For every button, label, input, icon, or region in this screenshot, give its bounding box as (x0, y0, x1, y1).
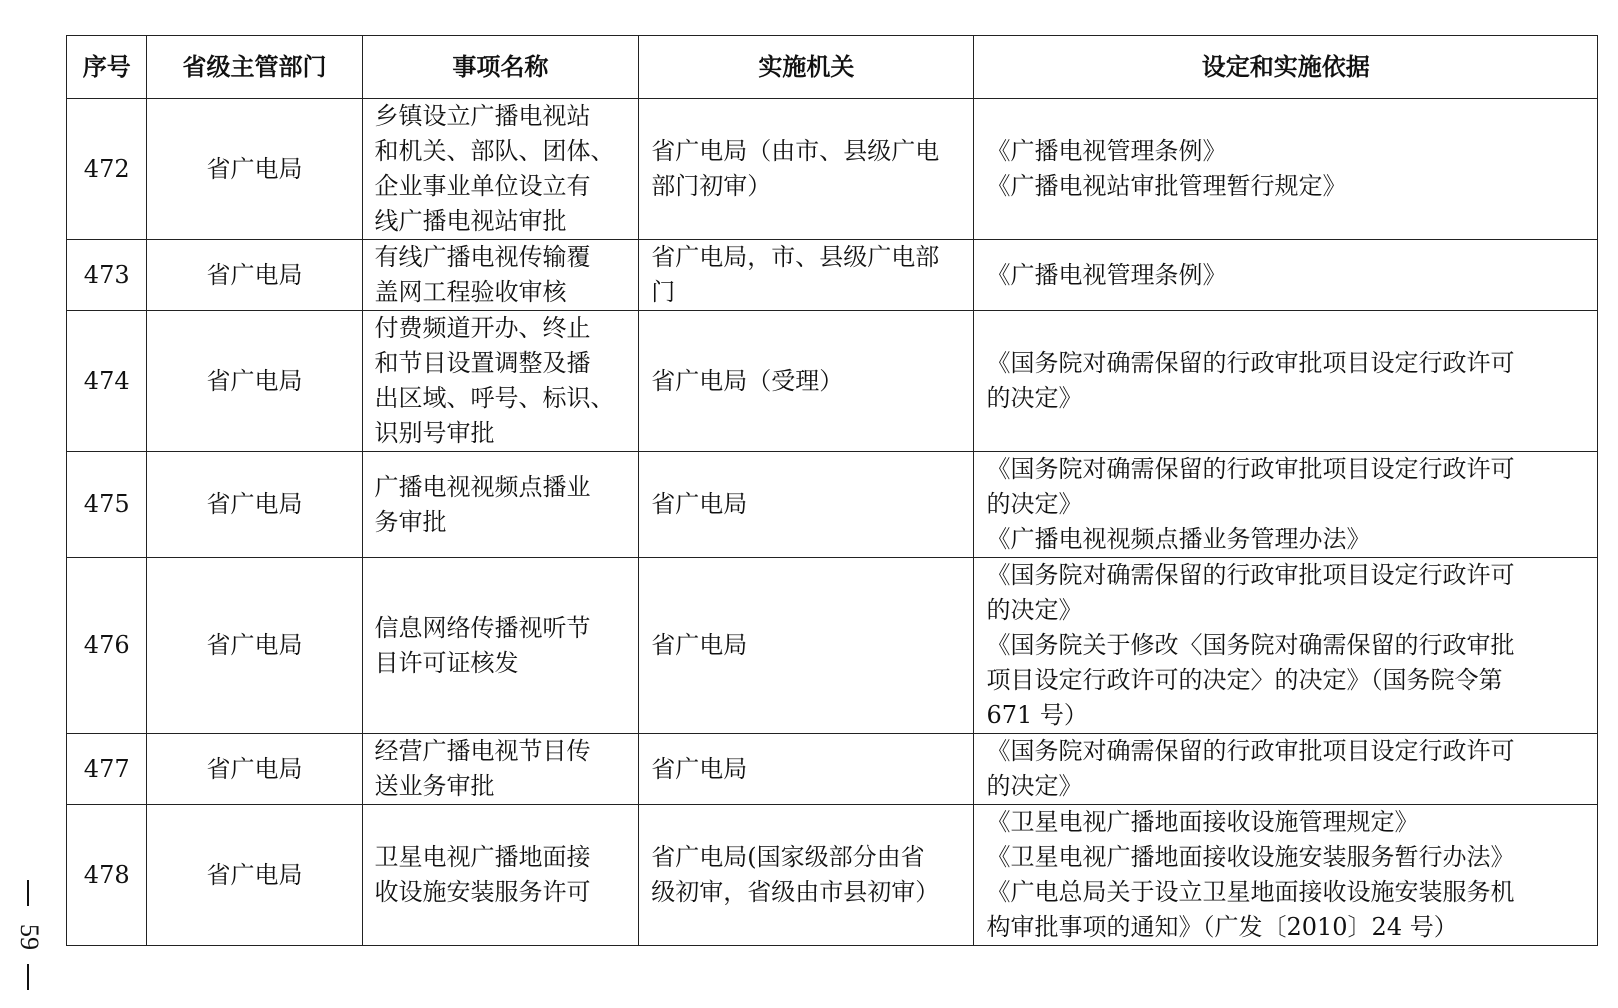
cell-legal-basis-line: 《广电总局关于设立卫星地面接收设施安装服务机 (986, 878, 1515, 906)
cell-serial-no: 473 (67, 240, 147, 311)
cell-item-name (362, 558, 639, 734)
cell-legal-basis-line: 《广播电视管理条例》 (986, 137, 1227, 165)
cell-legal-basis-line: 的决定》 (986, 596, 1083, 624)
header-legal-basis: 设定和实施依据 (974, 36, 1598, 99)
cell-implementing-org-line: 省广电局（受理） (651, 366, 844, 395)
table-row (67, 734, 1598, 805)
cell-serial-no: 474 (67, 311, 147, 452)
cell-item-name-line: 企业事业单位设立有 (374, 172, 591, 200)
page-dash-bottom (27, 964, 29, 990)
cell-implementing-org-line: 级初审，省级由市县初审） (651, 878, 940, 906)
cell-implementing-org (639, 558, 974, 734)
cell-item-name-line: 信息网络传播视听节 (374, 613, 591, 642)
table-header-row (67, 36, 1598, 99)
cell-item-name (362, 734, 639, 805)
header-implementing-org: 实施机关 (639, 36, 974, 99)
cell-item-name-line: 送业务审批 (374, 772, 495, 800)
cell-legal-basis-line: 《广播电视站审批管理暂行规定》 (986, 172, 1347, 200)
cell-legal-basis-line: 《国务院对确需保留的行政审批项目设定行政许可 (986, 561, 1515, 589)
cell-provincial-dept: 省广电局 (147, 452, 362, 558)
cell-legal-basis-line: 《广播电视视频点播业务管理办法》 (986, 525, 1371, 553)
cell-item-name-line: 经营广播电视节目传 (374, 737, 591, 765)
cell-serial-no: 472 (67, 99, 147, 240)
cell-legal-basis-line: 《卫星电视广播地面接收设施管理规定》 (986, 808, 1419, 836)
cell-item-name-line: 出区域、呼号、标识、 (374, 384, 615, 412)
cell-item-name-line: 线广播电视站审批 (374, 207, 567, 235)
cell-legal-basis-line: 的决定》 (986, 490, 1083, 518)
page-number (14, 880, 44, 990)
cell-legal-basis (974, 452, 1598, 558)
cell-item-name-line: 收设施安装服务许可 (374, 878, 591, 906)
table-row (67, 240, 1598, 311)
cell-legal-basis-line: 《广播电视管理条例》 (986, 260, 1227, 289)
cell-item-name-line: 卫星电视广播地面接 (374, 843, 591, 871)
cell-implementing-org-line: 省广电局（由市、县级广电 (651, 137, 940, 165)
cell-legal-basis (974, 311, 1598, 452)
cell-serial-no: 476 (67, 558, 147, 734)
cell-item-name-line: 付费频道开办、终止 (374, 314, 591, 342)
cell-item-name (362, 99, 639, 240)
cell-implementing-org-line: 省广电局，市、县级广电部 (651, 243, 940, 271)
cell-implementing-org-line: 部门初审） (651, 172, 772, 200)
cell-serial-no: 478 (67, 805, 147, 946)
cell-item-name-line: 和机关、部队、团体、 (374, 137, 615, 165)
cell-legal-basis-line: 671 号） (986, 701, 1088, 729)
cell-item-name (362, 452, 639, 558)
cell-item-name-line: 务审批 (374, 507, 447, 536)
cell-legal-basis-line: 《卫星电视广播地面接收设施安装服务暂行办法》 (986, 843, 1515, 871)
cell-implementing-org (639, 99, 974, 240)
header-serial-no: 序号 (67, 36, 147, 99)
table-row (67, 805, 1598, 946)
cell-implementing-org (639, 734, 974, 805)
cell-item-name-line: 广播电视视频点播业 (374, 472, 591, 501)
cell-implementing-org-line: 省广电局(国家级部分由省 (651, 843, 925, 871)
cell-serial-no: 475 (67, 452, 147, 558)
cell-legal-basis-line: 项目设定行政许可的决定〉的决定》（国务院令第 (986, 666, 1503, 694)
cell-implementing-org (639, 805, 974, 946)
cell-legal-basis-line: 的决定》 (986, 772, 1083, 800)
cell-legal-basis (974, 240, 1598, 311)
cell-provincial-dept: 省广电局 (147, 805, 362, 946)
cell-implementing-org-line: 省广电局 (651, 754, 748, 783)
cell-legal-basis (974, 558, 1598, 734)
table-row (67, 99, 1598, 240)
table-row (67, 452, 1598, 558)
cell-serial-no: 477 (67, 734, 147, 805)
cell-legal-basis-line: 《国务院对确需保留的行政审批项目设定行政许可 (986, 455, 1515, 483)
cell-item-name-line: 有线广播电视传输覆 (374, 243, 591, 271)
cell-item-name (362, 311, 639, 452)
cell-item-name-line: 乡镇设立广播电视站 (374, 102, 591, 130)
header-item-name: 事项名称 (362, 36, 639, 99)
page-dash-top (27, 880, 29, 906)
cell-legal-basis (974, 99, 1598, 240)
cell-item-name (362, 240, 639, 311)
cell-legal-basis-line: 《国务院对确需保留的行政审批项目设定行政许可 (986, 737, 1515, 765)
table-row (67, 311, 1598, 452)
cell-item-name-line: 目许可证核发 (374, 648, 519, 677)
header-provincial-dept: 省级主管部门 (147, 36, 362, 99)
cell-legal-basis-line: 《国务院对确需保留的行政审批项目设定行政许可 (986, 349, 1515, 377)
cell-item-name (362, 805, 639, 946)
cell-legal-basis-line: 的决定》 (986, 384, 1083, 412)
cell-implementing-org (639, 240, 974, 311)
cell-provincial-dept: 省广电局 (147, 99, 362, 240)
cell-legal-basis-line: 《国务院关于修改〈国务院对确需保留的行政审批 (986, 631, 1515, 659)
cell-implementing-org (639, 311, 974, 452)
cell-provincial-dept: 省广电局 (147, 240, 362, 311)
cell-provincial-dept: 省广电局 (147, 558, 362, 734)
page-number-text: 59 (15, 924, 44, 950)
cell-legal-basis (974, 805, 1598, 946)
cell-provincial-dept: 省广电局 (147, 734, 362, 805)
cell-item-name-line: 盖网工程验收审核 (374, 278, 567, 306)
cell-implementing-org-line: 门 (651, 278, 676, 306)
approval-items-table (66, 35, 1598, 946)
cell-implementing-org-line: 省广电局 (651, 631, 748, 659)
cell-legal-basis (974, 734, 1598, 805)
table-row (67, 558, 1598, 734)
cell-provincial-dept: 省广电局 (147, 311, 362, 452)
cell-legal-basis-line: 构审批事项的通知》（广发〔2010〕24 号） (986, 913, 1458, 941)
cell-item-name-line: 和节目设置调整及播 (374, 349, 591, 377)
cell-item-name-line: 识别号审批 (374, 419, 495, 447)
cell-implementing-org (639, 452, 974, 558)
cell-implementing-org-line: 省广电局 (651, 490, 748, 518)
